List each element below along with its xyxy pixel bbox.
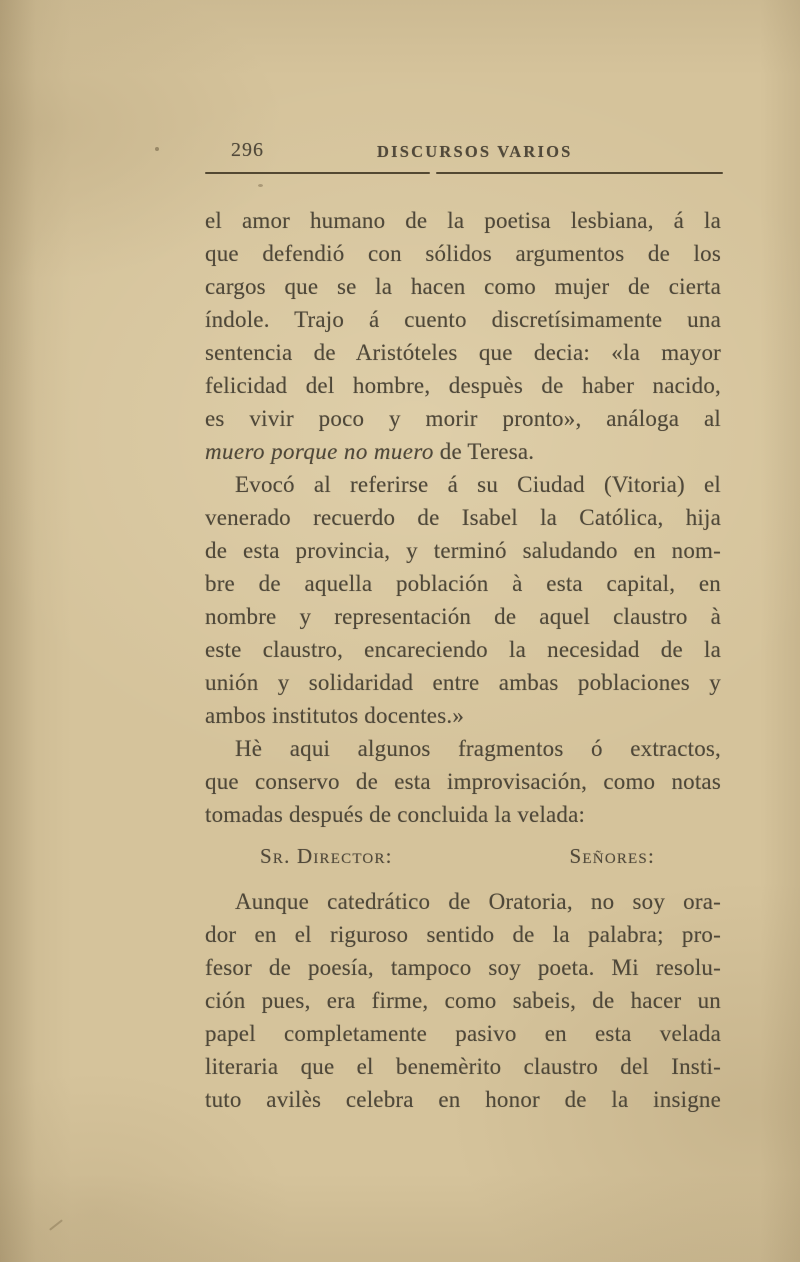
text-segment: sentencia de Aristóteles que decia: «la mayor bbox=[205, 340, 721, 365]
text-segment: el amor humano de la poetisa lesbiana, á la bbox=[205, 208, 721, 233]
text-segment: tomadas después de concluida la velada: bbox=[205, 802, 586, 827]
text-block bbox=[205, 204, 721, 1116]
text-line bbox=[205, 798, 721, 831]
text-segment: este claustro, encareciendo la necesidad de la bbox=[205, 637, 721, 662]
header-rule-left bbox=[205, 172, 430, 174]
text-line bbox=[205, 336, 721, 369]
text-segment: fesor de poesía, tampoco soy poeta. Mi resolu- bbox=[205, 955, 721, 980]
text-segment: Evocó al referirse á su Ciudad (Vitoria) el bbox=[235, 472, 721, 497]
text-segment: que conservo de esta improvisación, como notas bbox=[205, 769, 721, 794]
text-line bbox=[205, 633, 721, 666]
text-line bbox=[205, 270, 721, 303]
text-segment: Hè aqui algunos fragmentos ó extractos, bbox=[235, 736, 721, 761]
italic-text: muero porque no muero bbox=[205, 439, 434, 464]
text-segment: Aunque catedrático de Oratoria, no soy ora- bbox=[235, 889, 721, 914]
text-segment: tuto avilès celebra en honor de la insigne bbox=[205, 1087, 721, 1112]
header-rule bbox=[205, 172, 723, 174]
text-line bbox=[205, 435, 721, 468]
text-segment: ción pues, era firme, como sabeis, de hacer un bbox=[205, 988, 721, 1013]
page-number: 296 bbox=[231, 139, 264, 161]
text-segment: felicidad del hombre, despuès de haber nacido, bbox=[205, 373, 721, 398]
section-heading bbox=[205, 843, 721, 869]
text-segment: papel completamente pasivo en esta velada bbox=[205, 1021, 721, 1046]
scan-speck bbox=[155, 147, 159, 151]
text-line bbox=[205, 1050, 721, 1083]
text-segment: cargos que se la hacen como mujer de cierta bbox=[205, 274, 721, 299]
text-line bbox=[205, 501, 721, 534]
text-segment: dor en el riguroso sentido de la palabra; pro- bbox=[205, 922, 721, 947]
text-segment: es vivir poco y morir pronto», análoga al bbox=[205, 406, 721, 431]
text-segment: ambos institutos docentes.» bbox=[205, 703, 465, 728]
text-line bbox=[205, 600, 721, 633]
text-line bbox=[205, 918, 721, 951]
paper-fiber-mark bbox=[49, 1219, 63, 1230]
text-segment: venerado recuerdo de Isabel la Católica, hija bbox=[205, 505, 721, 530]
scan-speck bbox=[258, 184, 263, 187]
text-segment: de esta provincia, y terminó saludando en nom- bbox=[205, 538, 721, 563]
text-line bbox=[205, 951, 721, 984]
text-line bbox=[205, 468, 721, 501]
header-rule-right bbox=[436, 172, 723, 174]
text-line bbox=[205, 402, 721, 435]
text-segment: literaria que el benemèrito claustro del Insti- bbox=[205, 1054, 721, 1079]
text-segment: de Teresa. bbox=[433, 439, 535, 464]
text-segment: índole. Trajo á cuento discretísimamente una bbox=[205, 307, 721, 332]
text-line bbox=[205, 567, 721, 600]
text-line bbox=[205, 984, 721, 1017]
text-line bbox=[205, 699, 721, 732]
text-segment: que defendió con sólidos argumentos de los bbox=[205, 241, 721, 266]
text-segment: nombre y representación de aquel claustro à bbox=[205, 604, 721, 629]
text-line bbox=[205, 369, 721, 402]
text-line bbox=[205, 237, 721, 270]
running-title: DISCURSOS VARIOS bbox=[377, 142, 573, 161]
text-line bbox=[205, 303, 721, 336]
text-line bbox=[205, 1083, 721, 1116]
running-head bbox=[205, 139, 721, 165]
text-segment: bre de aquella población à esta capital, en bbox=[205, 571, 721, 596]
text-line bbox=[205, 885, 721, 918]
text-line bbox=[205, 204, 721, 237]
text-line bbox=[205, 534, 721, 567]
heading-right: Señores: bbox=[569, 844, 655, 868]
text-line bbox=[205, 666, 721, 699]
text-line bbox=[205, 765, 721, 798]
text-line bbox=[205, 732, 721, 765]
heading-left: Sr. Director: bbox=[260, 844, 393, 868]
text-segment: unión y solidaridad entre ambas poblaciones y bbox=[205, 670, 721, 695]
text-line bbox=[205, 1017, 721, 1050]
